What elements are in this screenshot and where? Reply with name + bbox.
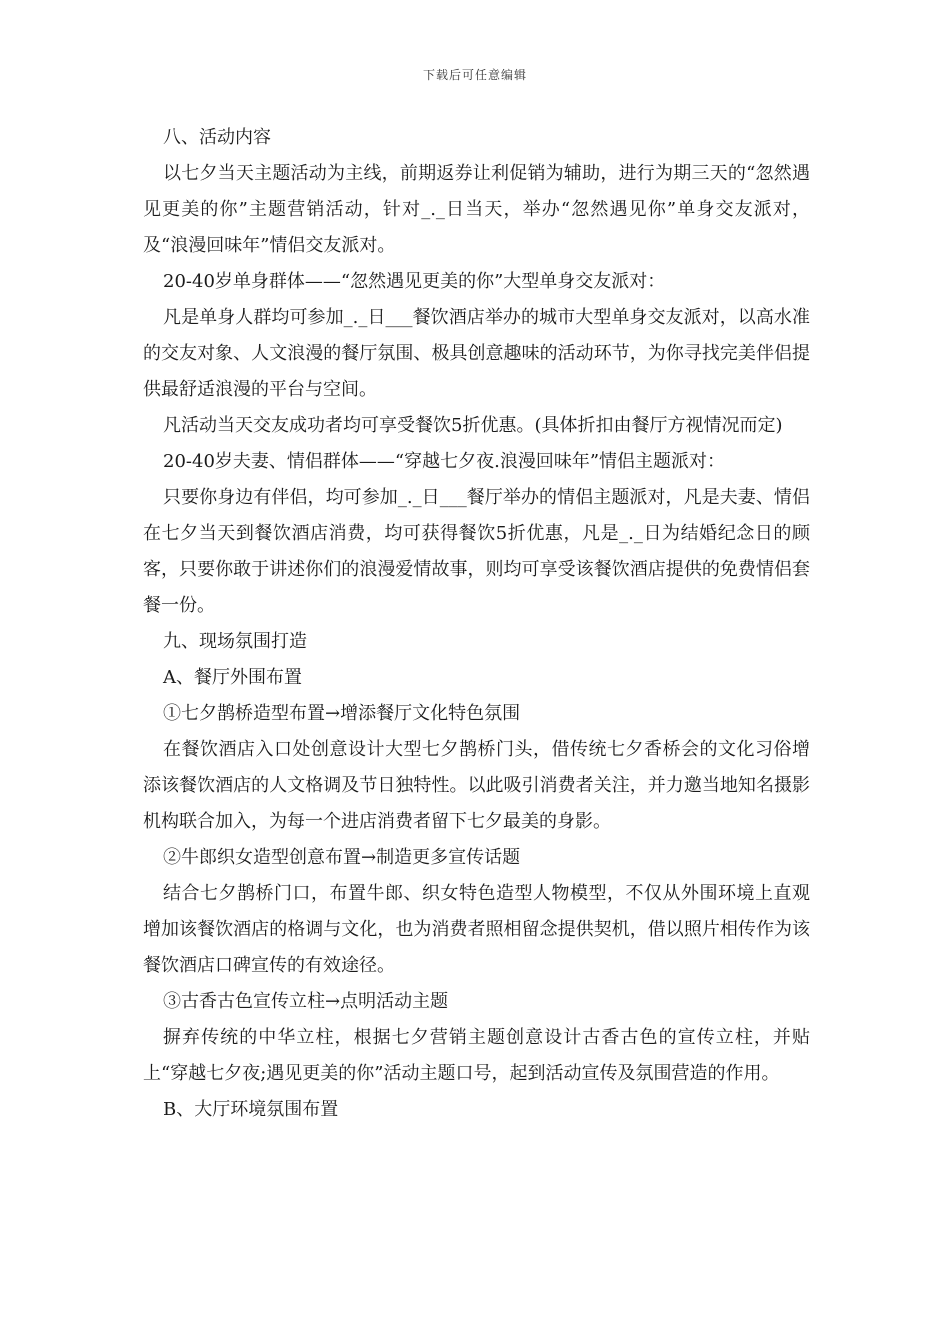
paragraph-singles-party: 凡是单身人群均可参加_._日___餐饮酒店举办的城市大型单身交友派对，以高水准的交友对象、人文浪漫的餐厅氛围、极具创意趣味的活动环节，为你寻找完美伴侣提供最舒适浪漫的平台与空间。 bbox=[143, 307, 810, 400]
subheading-exterior-layout: A、餐厅外围布置 bbox=[163, 667, 302, 688]
section-heading-atmosphere: 九、现场氛围打造 bbox=[163, 631, 307, 652]
page-header: 下载后可任意编辑 bbox=[422, 68, 527, 82]
paragraph-singles-discount: 凡活动当天交友成功者均可享受餐饮5折优惠。(具体折扣由餐厅方视情况而定) bbox=[163, 415, 783, 436]
subheading-singles-party: 20-40岁单身群体——“忽然遇见更美的你”大型单身交友派对： bbox=[163, 271, 666, 292]
section-heading-activity-content: 八、活动内容 bbox=[163, 127, 271, 148]
item-heading-magpie-bridge: ①七夕鹊桥造型布置→增添餐厅文化特色氛围 bbox=[163, 703, 521, 724]
paragraph-activity-overview: 以七夕当天主题活动为主线，前期返券让利促销为辅助，进行为期三天的“忽然遇见更美的你”主题营销活动，针对_._日当天，举办“忽然遇见你”单身交友派对，及“浪漫回味年”情侣交友派对。 bbox=[143, 163, 810, 256]
paragraph-promo-pillars: 摒弃传统的中华立柱，根据七夕营销主题创意设计古香古色的宣传立柱，并贴上“穿越七夕夜;遇见更美的你”活动主题口号，起到活动宣传及氛围营造的作用。 bbox=[143, 1027, 810, 1084]
paragraph-cowherd-weaver: 结合七夕鹊桥门口，布置牛郎、织女特色造型人物模型，不仅从外围环境上直观增加该餐饮酒店的格调与文化，也为消费者照相留念提供契机，借以照片相传作为该餐饮酒店口碑宣传的有效途径。 bbox=[143, 883, 810, 976]
paragraph-magpie-bridge: 在餐饮酒店入口处创意设计大型七夕鹊桥门头，借传统七夕香桥会的文化习俗增添该餐饮酒店的人文格调及节日独特性。以此吸引消费者关注，并力邀当地知名摄影机构联合加入，为每一个进店消费者留下七夕最美的身影。 bbox=[143, 739, 810, 832]
item-heading-cowherd-weaver: ②牛郎织女造型创意布置→制造更多宣传话题 bbox=[163, 847, 521, 868]
subheading-lobby-layout: B、大厅环境氛围布置 bbox=[163, 1099, 339, 1120]
document-body bbox=[143, 120, 810, 1128]
item-heading-promo-pillars: ③古香古色宣传立柱→点明活动主题 bbox=[163, 991, 449, 1012]
paragraph-couples-party: 只要你身边有伴侣，均可参加_._日___餐厅举办的情侣主题派对，凡是夫妻、情侣在七夕当天到餐饮酒店消费，均可获得餐饮5折优惠，凡是_._日为结婚纪念日的顾客，只要你敢于讲述你们的浪漫爱情故事，则均可享受该餐饮酒店提供的免费情侣套餐一份。 bbox=[143, 487, 810, 616]
subheading-couples-party: 20-40岁夫妻、情侣群体——“穿越七夕夜.浪漫回味年”情侣主题派对： bbox=[163, 451, 726, 472]
